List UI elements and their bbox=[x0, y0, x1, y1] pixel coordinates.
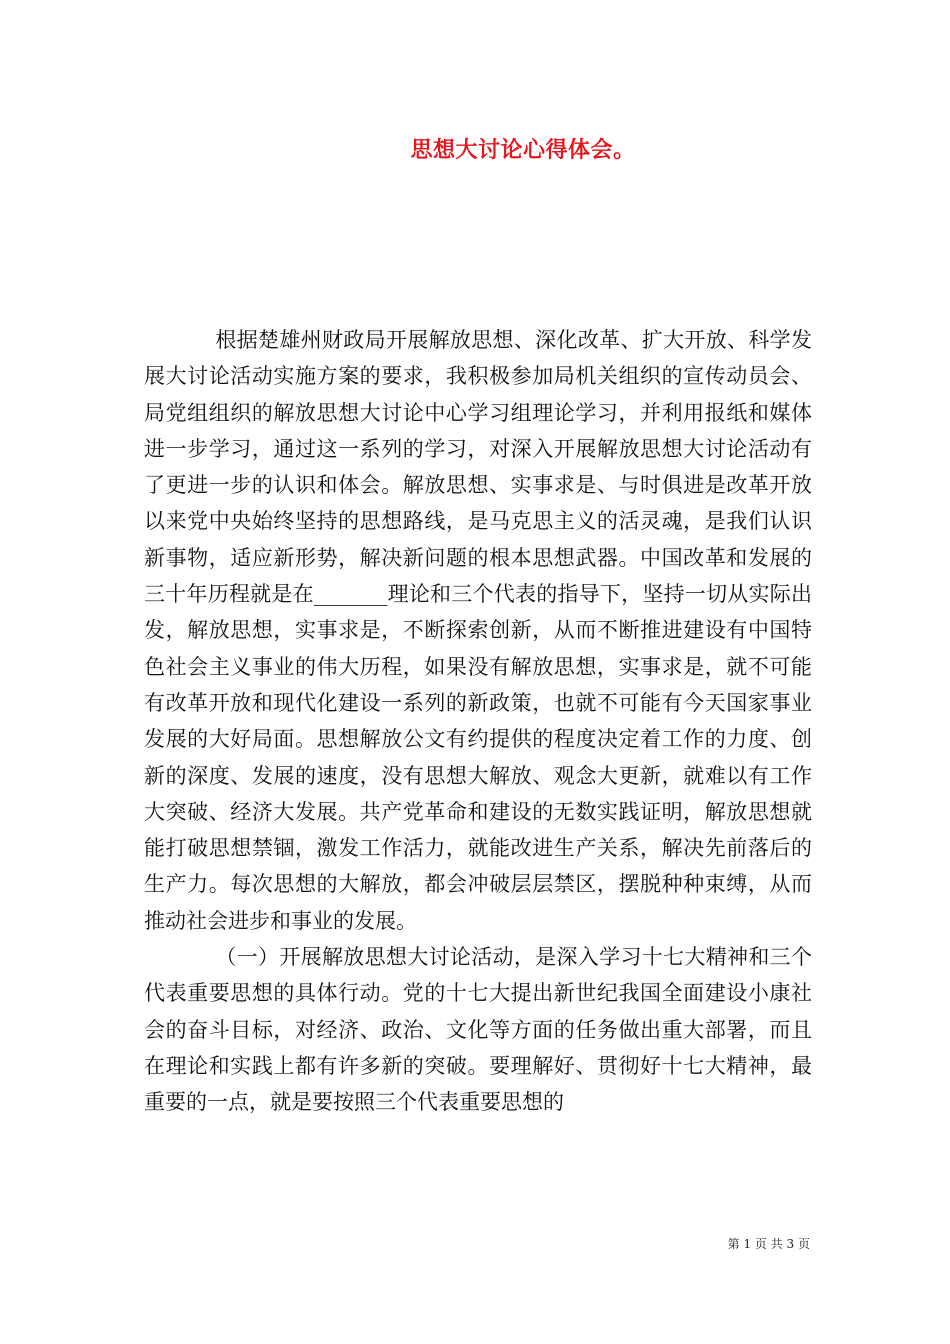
page-number-footer: 第 1 页 共 3 页 bbox=[727, 1237, 810, 1251]
document-body bbox=[144, 322, 812, 1121]
paragraph-2: （一）开展解放思想大讨论活动，是深入学习十七大精神和三个代表重要思想的具体行动。党的十七大提出新世纪我国全面建设小康社会的奋斗目标，对经济、政治、文化等方面的任务做出重大部署，而且在理论和实践上都有许多新的突破。要理解好、贯彻好十七大精神，最重要的一点，就是要按照三个代表重要思想的 bbox=[144, 945, 812, 1115]
paragraph-1: 根据楚雄州财政局开展解放思想、深化改革、扩大开放、科学发展大讨论活动实施方案的要求，我积极参加局机关组织的宣传动员会、局党组组织的解放思想大讨论中心学习组理论学习，并利用报纸和媒体进一步学习，通过这一系列的学习，对深入开展解放思想大讨论活动有了更进一步的认识和体会。解放思想、实事求是、与时俱进是改革开放以来党中央始终坚持的思想路线，是马克思主义的活灵魂，是我们认识新事物，适应新形势，解决新问题的根本思想武器。中国改革和发展的三十年历程就是在_______理论和三个代表的指导下，坚持一切从实际出发，解放思想，实事求是，不断探索创新，从而不断推进建设有中国特色社会主义事业的伟大历程，如果没有解放思想，实事求是，就不可能有改革开放和现代化建设一系列的新政策，也就不可能有今天国家事业发展的大好局面。思想解放公文有约提供的程度决定着工作的力度、创新的深度、发展的速度，没有思想大解放、观念大更新，就难以有工作大突破、经济大发展。共产党革命和建设的无数实践证明，解放思想就能打破思想禁锢，激发工作活力，就能改进生产关系，解决先前落后的生产力。每次思想的大解放，都会冲破层层禁区，摆脱种种束缚，从而推动社会进步和事业的发展。 bbox=[144, 328, 812, 933]
document-title: 思想大讨论心得体会。 bbox=[410, 138, 636, 163]
